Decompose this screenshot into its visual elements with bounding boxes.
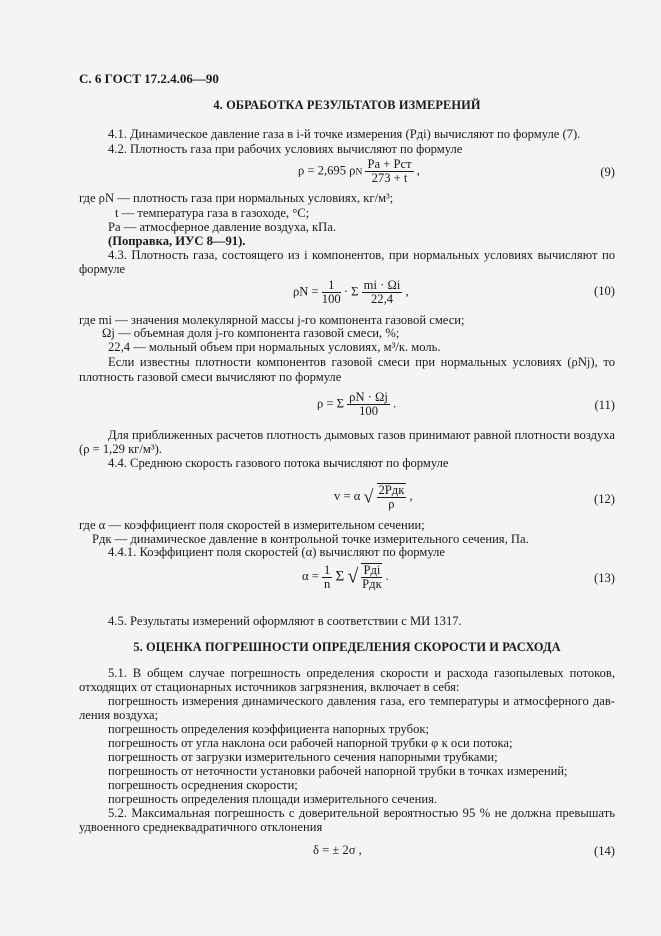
paragraph-5-1-line-1: 5.1. В общем случае погрешность определения скорости и расхода газопылевых потоков, <box>108 666 615 680</box>
formula-9 <box>298 158 420 185</box>
formula-10-den-1: 100 <box>321 292 341 306</box>
formula-13-num-2: Pдi <box>363 563 381 577</box>
list-item: погрешность от угла наклона оси рабочей напорной трубки φ к оси потока; <box>108 736 513 750</box>
formula-10-num-2: mi · Ωi <box>363 278 401 292</box>
list-item: погрешность от загрузки измерительного сечения напорными трубками; <box>108 750 498 764</box>
formula-13-fraction-2 <box>361 563 382 591</box>
paragraph-approx-line-1: Для приближенных расчетов плотность дымовых газов принимают равной плотности воздуха <box>108 428 615 442</box>
formula-13-lhs: α = <box>302 568 322 583</box>
formula-13-den-2: Pдк <box>362 577 382 591</box>
formula-13 <box>302 563 389 591</box>
paragraph-known-line-2: плотность газовой смеси вычисляют по формуле <box>79 370 342 384</box>
formula-13-fraction-1 <box>322 564 332 591</box>
formula-10-den-2: 22,4 <box>370 292 394 306</box>
where-10-line-1: где mi — значения молекулярной массы j-го компонента газовой смеси; <box>79 313 465 327</box>
formula-12-fraction <box>377 483 407 511</box>
paragraph-known-line-1: Если известны плотности компонентов газовой смеси при нормальных условиях (ρNj), то <box>108 355 615 369</box>
section-4-title: 4. ОБРАБОТКА РЕЗУЛЬТАТОВ ИЗМЕРЕНИЙ <box>213 98 481 112</box>
formula-13-sum: Σ <box>335 568 345 585</box>
formula-13-tail: . <box>385 568 389 583</box>
formula-11-denominator: 100 <box>359 404 378 418</box>
page-header: С. 6 ГОСТ 17.2.4.06—90 <box>79 71 219 86</box>
where-9-line-2: t — температура газа в газоходе, °С; <box>115 206 310 220</box>
paragraph-4-4-1: 4.4.1. Коэффициент поля скоростей (α) вычисляют по формуле <box>108 545 445 559</box>
formula-10-num-1: 1 <box>322 279 341 293</box>
formula-9-fraction <box>365 158 413 185</box>
paragraph-4-5: 4.5. Результаты измерений оформляют в соответствии с МИ 1317. <box>108 614 462 628</box>
formula-12 <box>334 483 413 511</box>
formula-13-den-1: n <box>324 576 331 591</box>
paragraph-4-3-line-1: 4.3. Плотность газа, состоящего из i компонентов, при нормальных условиях вычисляют по <box>108 248 615 262</box>
where-10-line-3: 22,4 — мольный объем при нормальных условиях, м³/к. моль. <box>108 340 441 354</box>
list-item: погрешность от неточности установки рабочей напорной трубки в точках измерений; <box>108 764 568 778</box>
formula-12-root-icon: √ <box>363 486 374 507</box>
formula-12-tail: , <box>409 488 413 503</box>
formula-9-number: (9) <box>600 165 615 179</box>
formula-11-lhs: ρ = Σ <box>317 396 345 411</box>
formula-10-sum: · Σ <box>343 284 359 299</box>
formula-11-number: (11) <box>594 398 615 412</box>
paragraph-approx-line-2: (ρ = 1,29 кг/м³). <box>79 442 162 456</box>
where-9-line-3: Pа — атмосферное давление воздуха, кПа. <box>108 220 336 234</box>
formula-13-number: (13) <box>594 571 615 585</box>
formula-9-numerator: Pа + Pст <box>367 157 412 171</box>
where-12-line-1: где α — коэффициент поля скоростей в измерительном сечении; <box>79 518 425 532</box>
formula-11 <box>317 391 396 418</box>
formula-10-fraction-2 <box>362 279 403 306</box>
where-10-line-2: Ωj — объемная доля j-го компонента газовой смеси, %; <box>102 326 400 340</box>
paragraph-4-2: 4.2. Плотность газа при рабочих условиях вычисляют по формуле <box>108 142 463 156</box>
formula-9-sub: N <box>355 167 363 178</box>
paragraph-4-3-line-2: формуле <box>79 262 126 276</box>
formula-14: δ = ± 2σ , <box>313 843 362 857</box>
list-item: погрешность осреднения скорости; <box>108 778 298 792</box>
list-item: погрешность определения коэффициента напорных трубок; <box>108 722 430 736</box>
formula-13-root-icon: √ <box>347 565 359 588</box>
formula-14-number: (14) <box>594 844 615 858</box>
formula-12-denominator: ρ <box>388 497 395 511</box>
list-item: погрешность измерения динамического давления газа, его температуры и атмосферного дав- <box>108 694 615 708</box>
list-item: погрешность определения площади измерительного сечения. <box>108 792 438 806</box>
formula-10-number: (10) <box>594 284 615 298</box>
formula-10 <box>293 279 409 306</box>
formula-9-denominator: 273 + t <box>371 171 408 185</box>
formula-12-lhs: v = α <box>334 488 361 503</box>
formula-10-lhs: ρN = <box>293 284 322 299</box>
paragraph-4-1: 4.1. Динамическое давление газа в i-й точке измерения (Pдi) вычисляют по формуле (7). <box>108 127 581 141</box>
where-9-line-1: где ρN — плотность газа при нормальных условиях, кг/м³; <box>79 191 394 205</box>
formula-9-tail: , <box>416 163 420 178</box>
formula-11-numerator: ρN · Ωj <box>349 390 388 404</box>
formula-11-tail: . <box>393 396 397 411</box>
formula-12-number: (12) <box>594 492 615 506</box>
paragraph-5-2-line-2: удвоенного среднеквадратичного отклонения <box>79 820 323 834</box>
formula-11-fraction <box>347 391 390 418</box>
formula-10-fraction-1 <box>322 279 341 306</box>
formula-13-num-1: 1 <box>324 562 331 577</box>
list-item: ления воздуха; <box>79 708 159 722</box>
paragraph-5-1-line-2: отходящих от стационарных источников загрязнения, включает в себя: <box>79 680 460 694</box>
formula-10-tail: , <box>405 284 409 299</box>
where-12-line-2: Pдк — динамическое давление в контрольной точке измерительного сечения, Па. <box>92 532 529 546</box>
formula-9-lhs: ρ = 2,695 ρ <box>298 163 356 178</box>
formula-12-numerator: 2Pдк <box>378 483 405 497</box>
section-5-title: 5. ОЦЕНКА ПОГРЕШНОСТИ ОПРЕДЕЛЕНИЯ СКОРОСТИ И РАСХОДА <box>133 640 561 654</box>
paragraph-5-2-line-1: 5.2. Максимальная погрешность с доверительной вероятностью 95 % не должна превышать <box>108 806 615 820</box>
paragraph-4-4: 4.4. Среднюю скорость газового потока вычисляют по формуле <box>108 456 449 470</box>
amendment-note: (Поправка, ИУС 8—91). <box>108 234 246 248</box>
